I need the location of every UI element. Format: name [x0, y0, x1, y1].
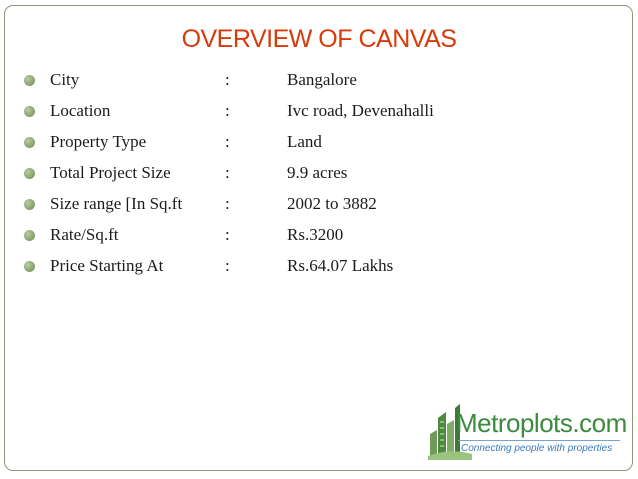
logo-wordmark: Metroplots.com [456, 408, 627, 438]
detail-separator: : [225, 132, 230, 151]
bullet-icon [24, 75, 35, 86]
detail-separator: : [225, 194, 230, 213]
detail-label: City [50, 70, 80, 89]
detail-separator: : [225, 225, 230, 244]
detail-separator: : [225, 256, 230, 275]
bullet-icon [24, 137, 35, 148]
slide-title: OVERVIEW OF CANVAS [181, 25, 457, 53]
detail-label: Rate/Sq.ft [50, 225, 119, 244]
detail-separator: : [225, 101, 230, 120]
detail-value: Bangalore [287, 70, 357, 89]
bullet-icon [24, 261, 35, 272]
detail-separator: : [225, 163, 230, 182]
bullet-icon [24, 230, 35, 241]
bullet-icon [24, 168, 35, 179]
detail-value: 9.9 acres [287, 163, 348, 182]
detail-label: Total Project Size [50, 163, 171, 182]
detail-value: Rs.64.07 Lakhs [287, 256, 394, 275]
detail-value: Land [287, 132, 322, 151]
logo-tagline: Connecting people with properties [461, 443, 613, 454]
logo-divider [458, 440, 620, 441]
detail-label: Price Starting At [50, 256, 164, 275]
bullet-icon [24, 106, 35, 117]
bullet-icon [24, 199, 35, 210]
detail-value: Rs.3200 [287, 225, 344, 244]
detail-value: 2002 to 3882 [287, 194, 377, 213]
detail-label: Property Type [50, 132, 147, 151]
metroplots-logo [428, 402, 627, 464]
detail-label: Size range [In Sq.ft [50, 194, 183, 213]
detail-value: Ivc road, Devenahalli [287, 101, 434, 120]
detail-separator: : [225, 70, 230, 89]
detail-label: Location [50, 101, 111, 120]
